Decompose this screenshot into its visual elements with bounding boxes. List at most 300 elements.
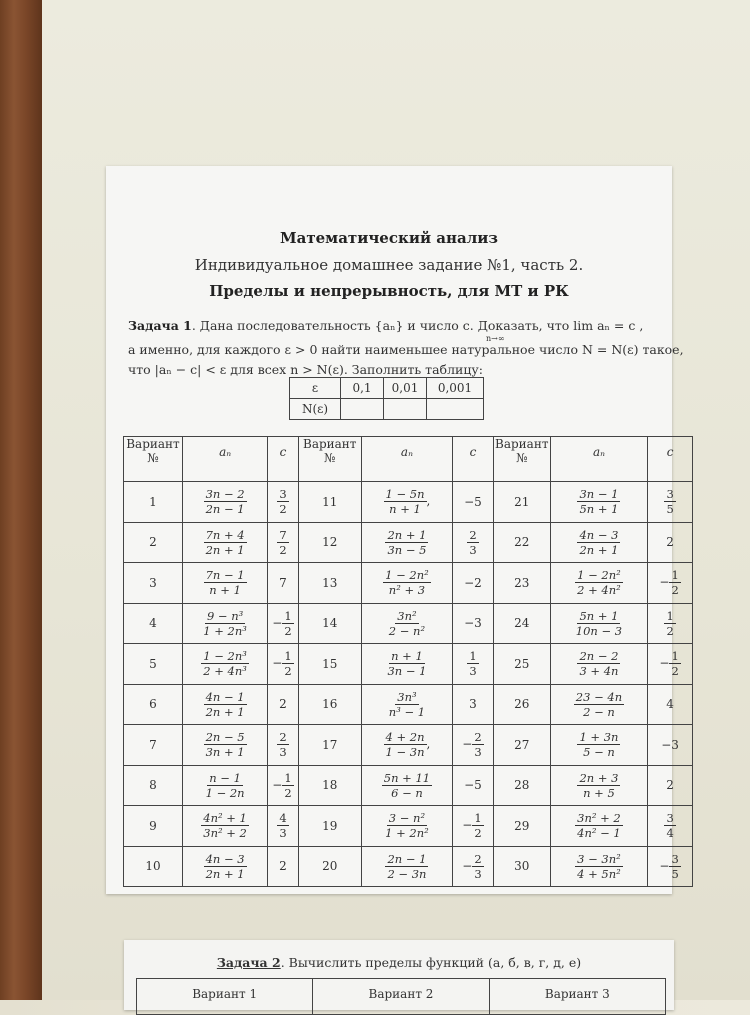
fraction bbox=[385, 528, 428, 557]
limit-value bbox=[453, 603, 494, 644]
variant-number: 4 bbox=[124, 603, 183, 644]
fraction-numerator: 2 bbox=[474, 851, 482, 866]
fraction-numerator: 1 − 5n bbox=[385, 487, 425, 502]
fraction bbox=[575, 811, 623, 840]
limit-value-text: 2 bbox=[666, 535, 674, 550]
limit-value bbox=[453, 482, 494, 523]
task2-label: Задача 2 bbox=[216, 955, 281, 970]
fraction-numerator: 1 − 2n² bbox=[577, 568, 621, 583]
header-variant: Вариант № bbox=[298, 437, 361, 482]
sequence-formula bbox=[182, 603, 267, 644]
variant-number: 9 bbox=[124, 806, 183, 847]
variant-row bbox=[124, 563, 693, 604]
fraction-denominator: 4 + 5n² bbox=[577, 866, 621, 881]
variant-number: 2 bbox=[124, 522, 183, 563]
fraction-denominator: 5n + 1 bbox=[579, 502, 619, 517]
eps-value: 0,01 bbox=[384, 378, 427, 399]
task2-line bbox=[124, 955, 674, 970]
fraction-numerator: 1 bbox=[671, 649, 679, 664]
fraction-denominator: 2 − n bbox=[583, 704, 615, 719]
fraction-denominator: 2 bbox=[284, 664, 292, 679]
minus-sign: − bbox=[272, 615, 283, 630]
fraction-denominator: 5 − n bbox=[583, 745, 615, 760]
fraction-denominator: n + 5 bbox=[583, 785, 615, 800]
sequence-formula bbox=[361, 603, 452, 644]
fraction bbox=[387, 690, 427, 719]
fraction-numerator: 1 bbox=[469, 649, 477, 664]
fraction bbox=[664, 609, 675, 638]
sequence-formula bbox=[550, 765, 648, 806]
fraction-denominator: 3 + 4n bbox=[579, 664, 619, 679]
sequence-formula bbox=[182, 846, 267, 887]
fraction-denominator: 2 − 3n bbox=[387, 866, 427, 881]
fraction-numerator: 4 + 2n bbox=[385, 730, 425, 745]
variant-number: 17 bbox=[298, 725, 361, 766]
variant-number: 6 bbox=[124, 684, 183, 725]
fraction-denominator: 1 + 2n³ bbox=[203, 623, 247, 638]
variant-row bbox=[124, 644, 693, 685]
fraction bbox=[385, 852, 428, 881]
fraction-numerator: 3 bbox=[671, 851, 679, 866]
task1-line2: а именно, для каждого ε > 0 найти наименьшее натуральное число N = N(ε) такое, bbox=[128, 342, 684, 357]
limit-value bbox=[648, 603, 693, 644]
fraction bbox=[472, 852, 483, 881]
fraction-numerator: 3 bbox=[279, 487, 287, 502]
fraction-numerator: n + 1 bbox=[391, 649, 423, 664]
fraction-denominator: 4n² − 1 bbox=[577, 826, 621, 841]
sequence-formula bbox=[361, 806, 452, 847]
fraction bbox=[277, 487, 288, 516]
limit-value bbox=[268, 684, 298, 725]
fraction bbox=[577, 730, 620, 759]
fraction-numerator: 4n² + 1 bbox=[203, 811, 247, 826]
fraction-numerator: 2 bbox=[469, 527, 477, 542]
fraction-numerator: 23 − 4n bbox=[575, 689, 623, 704]
fraction bbox=[575, 568, 623, 597]
fraction-numerator: 1 bbox=[666, 608, 674, 623]
limit-value-text: −2 bbox=[464, 575, 482, 590]
sequence-formula bbox=[182, 806, 267, 847]
task1-statement: . Дана последовательность {aₙ} и число c. Доказать, что lim aₙ = c , bbox=[191, 318, 644, 333]
fraction-numerator: 1 + 3n bbox=[579, 730, 619, 745]
sequence-formula bbox=[361, 765, 452, 806]
fraction-denominator: 2 bbox=[671, 664, 679, 679]
fraction-denominator: 2n + 1 bbox=[205, 866, 245, 881]
wooden-door-frame bbox=[0, 0, 42, 1000]
variant-number: 24 bbox=[493, 603, 550, 644]
fraction bbox=[472, 811, 483, 840]
fraction bbox=[664, 487, 675, 516]
fraction-numerator: 7 bbox=[279, 527, 287, 542]
fraction bbox=[467, 649, 478, 678]
n-eps-header: N(ε) bbox=[290, 399, 341, 420]
variant-number: 27 bbox=[493, 725, 550, 766]
eps-header: ε bbox=[290, 378, 341, 399]
formula-comma: , bbox=[426, 737, 431, 752]
fraction-denominator: 2n + 1 bbox=[579, 542, 619, 557]
minus-sign: − bbox=[659, 656, 670, 671]
eps-value: 0,1 bbox=[341, 378, 384, 399]
fraction bbox=[577, 487, 620, 516]
task1-label: Задача 1 bbox=[128, 318, 192, 333]
header-c: c bbox=[648, 437, 693, 482]
fraction-denominator: 3 bbox=[469, 664, 477, 679]
limit-value bbox=[453, 684, 494, 725]
sequence-formula bbox=[550, 644, 648, 685]
fraction-numerator: 1 bbox=[474, 811, 482, 826]
sequence-formula bbox=[550, 725, 648, 766]
fraction-denominator: 1 + 2n² bbox=[385, 826, 429, 841]
task1-line1 bbox=[128, 318, 643, 333]
sequence-formula bbox=[550, 806, 648, 847]
variant-number: 28 bbox=[493, 765, 550, 806]
task2-header-variant: Вариант 3 bbox=[489, 979, 665, 1015]
fraction-denominator: 2 bbox=[284, 623, 292, 638]
limit-value bbox=[268, 603, 298, 644]
variant-number: 22 bbox=[493, 522, 550, 563]
limit-subscript: n→∞ bbox=[486, 334, 505, 343]
fraction-numerator: 3 bbox=[666, 811, 674, 826]
fraction-numerator: 1 bbox=[284, 649, 292, 664]
fraction-numerator: 2n + 1 bbox=[387, 527, 427, 542]
limit-value bbox=[453, 765, 494, 806]
variants-table bbox=[123, 436, 693, 887]
limit-value bbox=[648, 563, 693, 604]
fraction-denominator: 2n − 1 bbox=[205, 502, 245, 517]
limit-value-text: −3 bbox=[464, 616, 482, 631]
minus-sign: − bbox=[659, 858, 670, 873]
variant-number: 16 bbox=[298, 684, 361, 725]
sequence-formula bbox=[550, 482, 648, 523]
minus-sign: − bbox=[659, 575, 670, 590]
fraction-denominator: 2 − n² bbox=[388, 623, 426, 638]
fraction-denominator: n² + 3 bbox=[388, 583, 426, 598]
variant-number: 15 bbox=[298, 644, 361, 685]
fraction-numerator: 4n − 1 bbox=[205, 689, 245, 704]
limit-value bbox=[268, 644, 298, 685]
fraction-denominator: 3 bbox=[474, 745, 482, 760]
variant-row bbox=[124, 806, 693, 847]
limit-value-text: −5 bbox=[464, 778, 482, 793]
limit-value bbox=[453, 846, 494, 887]
fraction bbox=[204, 528, 247, 557]
sequence-formula bbox=[361, 644, 452, 685]
sequence-formula bbox=[550, 684, 648, 725]
document-subtitle: Индивидуальное домашнее задание №1, часть 2. bbox=[194, 256, 584, 274]
fraction-numerator: 1 − 2n² bbox=[385, 568, 429, 583]
document-title: Математический анализ bbox=[280, 229, 498, 247]
fraction-denominator: n³ − 1 bbox=[388, 704, 426, 719]
limit-value bbox=[453, 806, 494, 847]
fraction-denominator: 5 bbox=[671, 866, 679, 881]
fraction bbox=[669, 649, 680, 678]
fraction bbox=[204, 852, 247, 881]
sequence-formula bbox=[361, 846, 452, 887]
fraction-numerator: 3 − n² bbox=[388, 811, 426, 826]
variant-number: 29 bbox=[493, 806, 550, 847]
header-an: aₙ bbox=[361, 437, 452, 482]
limit-value bbox=[268, 563, 298, 604]
variant-number: 20 bbox=[298, 846, 361, 887]
limit-value bbox=[648, 684, 693, 725]
limit-value bbox=[648, 644, 693, 685]
n-eps-blank bbox=[384, 399, 427, 420]
fraction-numerator: 3n² bbox=[397, 608, 417, 623]
variant-number: 7 bbox=[124, 725, 183, 766]
minus-sign: − bbox=[272, 656, 283, 671]
fraction-numerator: 2 bbox=[474, 730, 482, 745]
fraction-denominator: 2 bbox=[279, 542, 287, 557]
variant-row bbox=[124, 684, 693, 725]
variant-number: 23 bbox=[493, 563, 550, 604]
variant-number: 14 bbox=[298, 603, 361, 644]
fraction-denominator: 3n² + 2 bbox=[203, 826, 247, 841]
fraction-numerator: 3 − 3n² bbox=[577, 851, 621, 866]
header-c: c bbox=[268, 437, 298, 482]
fraction-denominator: 3n − 1 bbox=[387, 664, 427, 679]
fraction-numerator: 3n² + 2 bbox=[577, 811, 621, 826]
fraction-numerator: 4n − 3 bbox=[579, 527, 619, 542]
sequence-formula bbox=[182, 684, 267, 725]
variant-row bbox=[124, 725, 693, 766]
fraction-denominator: 4 bbox=[666, 826, 674, 841]
fraction-numerator: 2n − 2 bbox=[579, 649, 619, 664]
eps-value: 0,001 bbox=[427, 378, 484, 399]
fraction bbox=[201, 609, 249, 638]
fraction-denominator: 3n − 5 bbox=[387, 542, 427, 557]
fraction bbox=[575, 852, 623, 881]
fraction-denominator: 1 − 2n bbox=[205, 785, 245, 800]
header-an: aₙ bbox=[550, 437, 648, 482]
fraction bbox=[664, 811, 675, 840]
fraction bbox=[385, 649, 428, 678]
limit-value bbox=[453, 644, 494, 685]
epsilon-table bbox=[289, 377, 484, 420]
fraction-numerator: 3n³ bbox=[397, 689, 417, 704]
variant-number: 1 bbox=[124, 482, 183, 523]
fraction-denominator: 10n − 3 bbox=[575, 623, 623, 638]
fraction bbox=[282, 771, 293, 800]
sequence-formula bbox=[550, 603, 648, 644]
fraction bbox=[277, 528, 288, 557]
fraction-denominator: 1 − 3n bbox=[385, 745, 425, 760]
limit-value bbox=[648, 482, 693, 523]
fraction bbox=[204, 568, 247, 597]
limit-value-text: 2 bbox=[666, 778, 674, 793]
fraction bbox=[204, 690, 247, 719]
limit-value bbox=[648, 846, 693, 887]
limit-value-text: 2 bbox=[279, 697, 287, 712]
fraction-numerator: 1 bbox=[284, 770, 292, 785]
sequence-formula bbox=[182, 765, 267, 806]
sequence-formula bbox=[182, 482, 267, 523]
limit-value bbox=[453, 725, 494, 766]
fraction-numerator: 3 bbox=[666, 487, 674, 502]
fraction-denominator: 3 bbox=[469, 542, 477, 557]
n-eps-blank bbox=[341, 399, 384, 420]
fraction-numerator: 5n + 1 bbox=[579, 608, 619, 623]
fraction-numerator: 7n + 4 bbox=[205, 527, 245, 542]
fraction-denominator: 2 bbox=[284, 785, 292, 800]
variant-number: 21 bbox=[493, 482, 550, 523]
sequence-formula bbox=[361, 482, 452, 523]
fraction bbox=[669, 568, 680, 597]
fraction-numerator: n − 1 bbox=[209, 770, 241, 785]
fraction bbox=[669, 852, 680, 881]
fraction bbox=[282, 649, 293, 678]
fraction-numerator: 7n − 1 bbox=[205, 568, 245, 583]
fraction bbox=[577, 771, 620, 800]
task1-line3: что |aₙ − c| < ε для всех n > N(ε). Заполнить таблицу: bbox=[128, 362, 483, 377]
task2-table bbox=[136, 978, 666, 1015]
fraction bbox=[577, 649, 620, 678]
fraction-denominator: 2 bbox=[474, 826, 482, 841]
variant-number: 8 bbox=[124, 765, 183, 806]
n-eps-blank bbox=[427, 399, 484, 420]
fraction-numerator: 2n − 1 bbox=[387, 851, 427, 866]
limit-value bbox=[453, 522, 494, 563]
sequence-formula bbox=[361, 684, 452, 725]
fraction bbox=[383, 568, 431, 597]
limit-value-text: 2 bbox=[279, 859, 287, 874]
sequence-formula bbox=[182, 563, 267, 604]
fraction-numerator: 9 − n³ bbox=[206, 608, 244, 623]
sequence-formula bbox=[182, 725, 267, 766]
variant-number: 26 bbox=[493, 684, 550, 725]
limit-value bbox=[268, 806, 298, 847]
header-variant: Вариант № bbox=[493, 437, 550, 482]
limit-value-text: 3 bbox=[469, 697, 477, 712]
task2-header-variant: Вариант 1 bbox=[137, 979, 313, 1015]
fraction-numerator: 4n − 3 bbox=[205, 851, 245, 866]
limit-value bbox=[453, 563, 494, 604]
fraction bbox=[382, 771, 432, 800]
fraction-denominator: 6 − n bbox=[391, 785, 423, 800]
fraction bbox=[577, 528, 620, 557]
fraction-denominator: 2n + 1 bbox=[205, 704, 245, 719]
variant-row bbox=[124, 482, 693, 523]
sequence-formula bbox=[182, 644, 267, 685]
fraction-denominator: 3 bbox=[279, 745, 287, 760]
fraction bbox=[277, 730, 288, 759]
sequence-formula bbox=[361, 563, 452, 604]
minus-sign: − bbox=[462, 858, 473, 873]
header-an: aₙ bbox=[182, 437, 267, 482]
fraction-denominator: 3n + 1 bbox=[205, 745, 245, 760]
minus-sign: − bbox=[272, 777, 283, 792]
limit-value-text: 7 bbox=[279, 575, 287, 590]
header-c: c bbox=[453, 437, 494, 482]
limit-value bbox=[648, 806, 693, 847]
fraction-numerator: 3n − 2 bbox=[205, 487, 245, 502]
limit-value bbox=[648, 765, 693, 806]
minus-sign: − bbox=[462, 737, 473, 752]
variant-number: 25 bbox=[493, 644, 550, 685]
fraction-denominator: 3 bbox=[279, 826, 287, 841]
assignment-sheet bbox=[106, 166, 684, 894]
sequence-formula bbox=[550, 522, 648, 563]
limit-value bbox=[648, 725, 693, 766]
fraction bbox=[387, 609, 427, 638]
variants-header-row bbox=[124, 437, 693, 482]
sequence-formula bbox=[182, 522, 267, 563]
fraction bbox=[204, 487, 247, 516]
limit-value-text: −3 bbox=[661, 737, 679, 752]
fraction bbox=[384, 487, 427, 516]
fraction-numerator: 5n + 11 bbox=[383, 770, 431, 785]
formula-comma: , bbox=[426, 494, 431, 509]
fraction-denominator: 2 bbox=[279, 502, 287, 517]
header-variant: Вариант № bbox=[124, 437, 183, 482]
fraction bbox=[384, 730, 427, 759]
fraction bbox=[467, 528, 478, 557]
variant-number: 12 bbox=[298, 522, 361, 563]
fraction-denominator: 2n + 1 bbox=[205, 542, 245, 557]
limit-value bbox=[268, 765, 298, 806]
limit-value bbox=[268, 522, 298, 563]
fraction bbox=[282, 609, 293, 638]
limit-value bbox=[268, 482, 298, 523]
fraction bbox=[472, 730, 483, 759]
fraction-denominator: 2 + 4n² bbox=[577, 583, 621, 598]
fraction-denominator: 2 + 4n³ bbox=[203, 664, 247, 679]
fraction-denominator: 2 bbox=[671, 583, 679, 598]
task2-statement: . Вычислить пределы функций (а, б, в, г, д, е) bbox=[280, 955, 582, 970]
minus-sign: − bbox=[462, 818, 473, 833]
limit-value bbox=[268, 725, 298, 766]
fraction bbox=[204, 771, 247, 800]
document-topic: Пределы и непрерывность, для МТ и РК bbox=[209, 282, 569, 300]
sequence-formula bbox=[550, 563, 648, 604]
variant-row bbox=[124, 765, 693, 806]
fraction bbox=[574, 609, 624, 638]
fraction bbox=[204, 730, 247, 759]
fraction-numerator: 3n − 1 bbox=[579, 487, 619, 502]
variant-row bbox=[124, 522, 693, 563]
sequence-formula bbox=[550, 846, 648, 887]
fraction bbox=[201, 649, 249, 678]
fraction-denominator: n + 1 bbox=[209, 583, 241, 598]
variant-number: 11 bbox=[298, 482, 361, 523]
fraction-numerator: 2n + 3 bbox=[579, 770, 619, 785]
fraction-denominator: n + 1 bbox=[389, 502, 421, 517]
sequence-formula bbox=[361, 725, 452, 766]
fraction-numerator: 1 bbox=[671, 568, 679, 583]
variant-number: 3 bbox=[124, 563, 183, 604]
sequence-formula bbox=[361, 522, 452, 563]
fraction-numerator: 4 bbox=[279, 811, 287, 826]
variant-row bbox=[124, 846, 693, 887]
fraction-numerator: 1 bbox=[284, 608, 292, 623]
fraction-numerator: 2n − 5 bbox=[205, 730, 245, 745]
fraction-denominator: 3 bbox=[474, 866, 482, 881]
variant-number: 30 bbox=[493, 846, 550, 887]
variant-number: 13 bbox=[298, 563, 361, 604]
variant-number: 5 bbox=[124, 644, 183, 685]
task2-header-variant: Вариант 2 bbox=[313, 979, 489, 1015]
variant-number: 18 bbox=[298, 765, 361, 806]
fraction bbox=[574, 690, 624, 719]
limit-value-text: −5 bbox=[464, 494, 482, 509]
limit-value bbox=[268, 846, 298, 887]
variant-row bbox=[124, 603, 693, 644]
fraction-numerator: 1 − 2n³ bbox=[203, 649, 247, 664]
variant-number: 10 bbox=[124, 846, 183, 887]
variant-number: 19 bbox=[298, 806, 361, 847]
fraction-numerator: 2 bbox=[279, 730, 287, 745]
fraction bbox=[201, 811, 249, 840]
fraction-denominator: 5 bbox=[666, 502, 674, 517]
